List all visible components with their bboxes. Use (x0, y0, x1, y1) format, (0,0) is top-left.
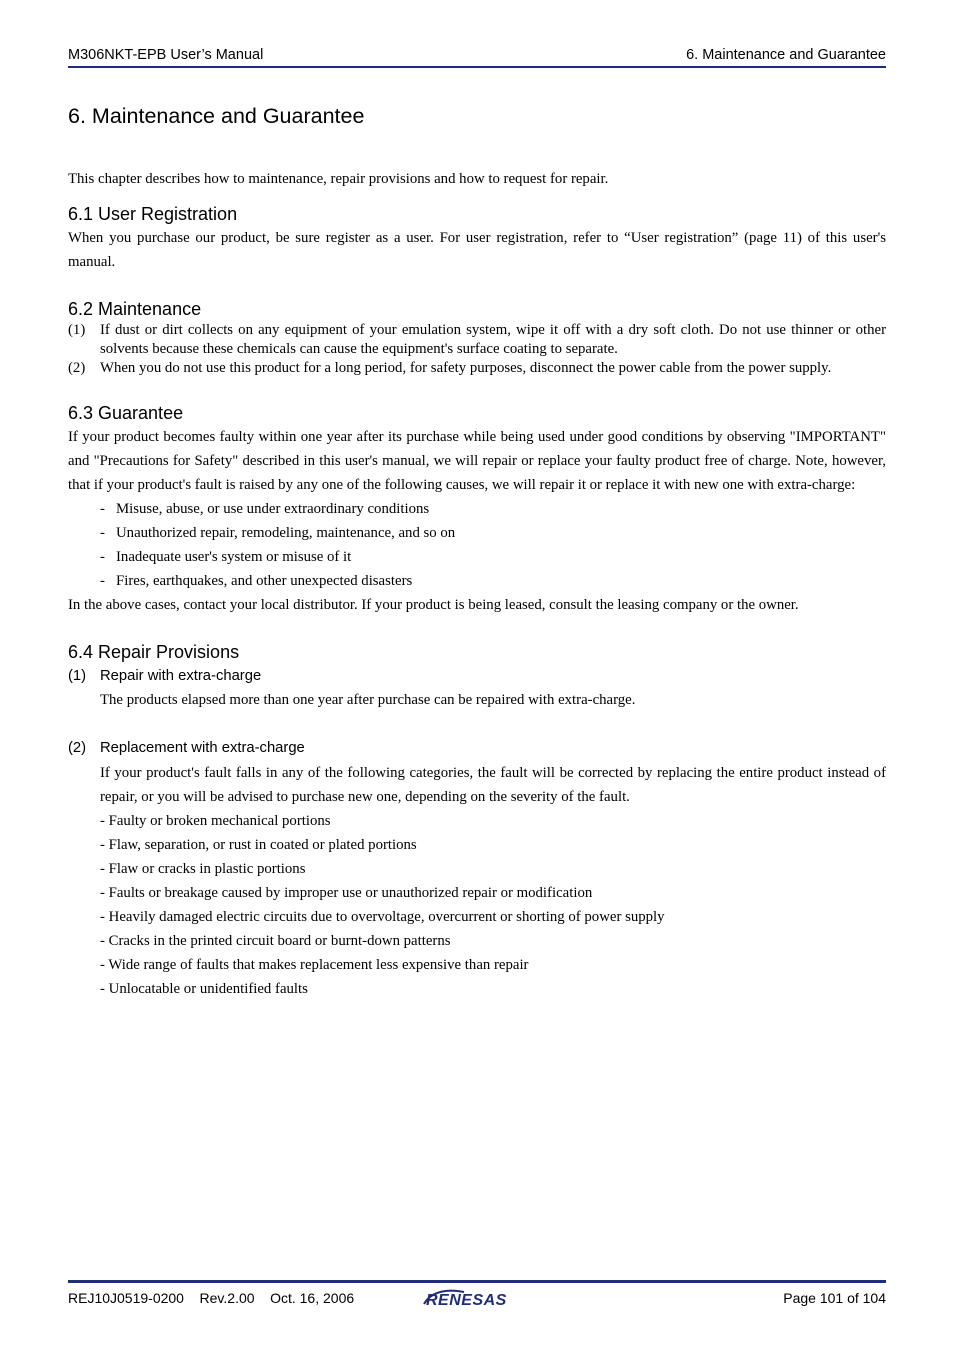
list-item: - Cracks in the printed circuit board or burnt-down patterns (100, 933, 451, 949)
list-item: - Flaw, separation, or rust in coated or plated portions (100, 837, 417, 853)
list-item-text: Inadequate user's system or misuse of it (116, 549, 352, 565)
subsection-title-repair (68, 664, 886, 688)
subsection-number: (2) (68, 740, 87, 756)
list-item: - Faulty or broken mechanical portions (100, 813, 331, 829)
list-item-text: Misuse, abuse, or use under extraordinary conditions (116, 501, 430, 517)
list-item (68, 359, 886, 378)
replacement-categories-list (68, 809, 886, 1001)
dash-bullet: - (100, 525, 105, 541)
list-item: - Heavily damaged electric circuits due to overvoltage, overcurrent or shorting of power supply (100, 909, 665, 925)
section-title-repair-provisions: 6.4 Repair Provisions (68, 642, 240, 662)
dash-bullet: - (100, 549, 105, 565)
list-item-text: If dust or dirt collects on any equipment of your emulation system, wipe it off with a dry soft cloth. Do not use thinner or other solvents because these chemicals can cause the equipment's surface coating to separate. (100, 322, 886, 357)
header-rule (68, 66, 886, 68)
list-item: - Wide range of faults that makes replacement less expensive than repair (100, 957, 529, 973)
section-title-guarantee: 6.3 Guarantee (68, 403, 184, 423)
header-chapter-title: 6. Maintenance and Guarantee (686, 47, 886, 63)
header-manual-title: M306NKT-EPB User’s Manual (68, 47, 264, 63)
list-item: - Flaw or cracks in plastic portions (100, 861, 306, 877)
list-item-number: (1) (68, 322, 86, 338)
chapter-intro: This chapter describes how to maintenance, repair provisions and how to request for repair. (68, 171, 609, 187)
list-item (68, 321, 886, 359)
footer-rule (68, 1280, 886, 1283)
list-item-text: When you do not use this product for a long period, for safety purposes, disconnect the power cable from the power supply. (100, 360, 832, 376)
guarantee-closing-text: In the above cases, contact your local distributor. If your product is being leased, consult the leasing company or the owner. (68, 597, 799, 613)
list-item-text: Unauthorized repair, remodeling, maintenance, and so on (116, 525, 456, 541)
subsection-label: Repair with extra-charge (100, 668, 262, 684)
guarantee-causes-list (68, 497, 886, 593)
user-registration-text: When you purchase our product, be sure register as a user. For user registration, refer to “User registration” (page 11) of this user's manual. (68, 230, 886, 270)
subsection-title-replacement (68, 736, 886, 760)
footer-page-number: Page 101 of 104 (783, 1290, 886, 1306)
list-item: - Unlocatable or unidentified faults (100, 981, 308, 997)
dash-bullet: - (100, 573, 105, 589)
list-item (68, 521, 886, 545)
maintenance-list (68, 321, 886, 378)
replacement-text: If your product's fault falls in any of the following categories, the fault will be corrected by replacing the entire product instead of repair, or you will be advised to purchase new one, depending on the severity of the fault. (100, 765, 886, 805)
list-item-text: Fires, earthquakes, and other unexpected disasters (116, 573, 413, 589)
subsection-number: (1) (68, 668, 87, 684)
repair-text: The products elapsed more than one year after purchase can be repaired with extra-charge. (100, 692, 636, 708)
list-item: - Faults or breakage caused by improper use or unauthorized repair or modification (100, 885, 593, 901)
footer-document-info: REJ10J0519-0200 Rev.2.00 Oct. 16, 2006 (68, 1290, 355, 1306)
guarantee-text: If your product becomes faulty within one year after its purchase while being used under good conditions by observing "IMPORTANT" and "Precautions for Safety" described in this user's manual, we will repair or replace your faulty product free of charge. Note, however, that if your product's fault is raised by any one of the following causes, we will repair it or replace it with new one with extra-charge: (68, 429, 886, 493)
list-item (68, 569, 886, 593)
list-item-number: (2) (68, 360, 86, 376)
logo-text: RENESAS (426, 1292, 507, 1309)
section-title-maintenance: 6.2 Maintenance (68, 299, 202, 319)
page-footer (68, 1290, 886, 1310)
list-item (68, 497, 886, 521)
section-title-user-registration: 6.1 User Registration (68, 204, 238, 224)
list-item (68, 545, 886, 569)
subsection-label: Replacement with extra-charge (100, 740, 305, 756)
chapter-title: 6. Maintenance and Guarantee (68, 104, 365, 128)
renesas-logo (420, 1287, 534, 1309)
dash-bullet: - (100, 501, 105, 517)
page-header (68, 47, 886, 67)
page-content (68, 100, 886, 1001)
